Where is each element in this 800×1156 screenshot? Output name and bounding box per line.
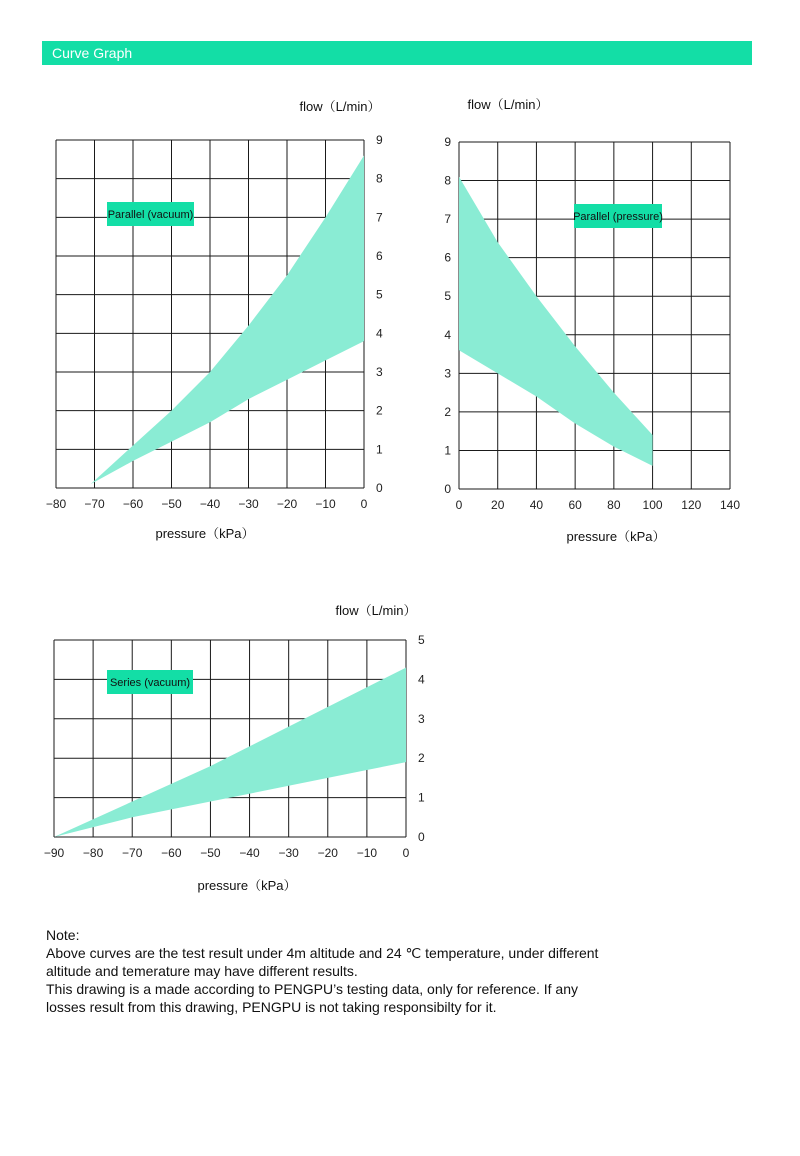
x-tick-label: 120: [681, 498, 702, 512]
y-tick-label: 3: [444, 366, 451, 381]
section-title: Curve Graph: [52, 45, 133, 61]
x-tick-label: −90: [43, 846, 65, 860]
y-tick-label: 0: [418, 830, 425, 844]
note-line: Above curves are the test result under 4m altitude and 24 ℃ temperature, under different: [46, 945, 599, 961]
y-tick-label: 1: [376, 442, 383, 457]
chart-label-text: Series (vacuum): [109, 677, 191, 689]
note-line: losses result from this drawing, PENGPU is not taking responsibilty for it.: [46, 999, 497, 1015]
y-tick-label: 9: [376, 133, 383, 147]
y-tick-label: 5: [418, 633, 425, 647]
y-tick-label: 8: [376, 171, 383, 186]
y-tick-label: 2: [376, 403, 383, 418]
y-tick-label: 1: [444, 443, 451, 458]
y-tick-label: 6: [376, 249, 383, 263]
y-tick-label: 2: [418, 751, 425, 766]
y-axis-title: flow（L/min）: [335, 603, 417, 618]
x-tick-label: −80: [82, 846, 104, 860]
y-tick-label: 7: [444, 212, 451, 227]
x-tick-label: −60: [161, 846, 182, 860]
x-tick-label: −30: [278, 846, 299, 860]
y-tick-label: 4: [418, 672, 425, 687]
y-tick-label: 6: [444, 250, 451, 265]
y-tick-label: 1: [418, 790, 425, 805]
note-block: [46, 926, 666, 1016]
x-tick-label: −50: [161, 497, 182, 511]
y-tick-label: 5: [376, 287, 383, 302]
chart-label-text: Parallel (pressure): [573, 211, 663, 223]
x-tick-label: −50: [200, 846, 221, 860]
x-tick-label: −20: [276, 497, 298, 511]
x-tick-label: −40: [239, 846, 260, 860]
y-tick-label: 3: [418, 711, 425, 726]
y-tick-label: 8: [444, 173, 451, 188]
y-tick-label: 0: [444, 482, 451, 496]
x-tick-label: −10: [315, 497, 336, 511]
flow-band-area: [54, 668, 406, 837]
x-axis-title: pressure（kPa）: [155, 526, 255, 541]
chart-label-text: Parallel (vacuum): [107, 209, 194, 221]
x-tick-label: 0: [360, 497, 368, 511]
x-tick-label: 0: [455, 498, 463, 512]
x-tick-label: 20: [491, 498, 505, 512]
y-tick-label: 4: [376, 326, 383, 341]
x-tick-label: 100: [642, 498, 663, 512]
x-tick-label: 140: [719, 498, 741, 512]
y-tick-label: 3: [376, 365, 383, 379]
x-tick-label: −70: [84, 497, 105, 511]
note-line: altitude and temerature may have different results.: [46, 963, 358, 979]
y-tick-label: 4: [444, 327, 451, 342]
y-tick-label: 2: [444, 404, 451, 419]
x-tick-label: 80: [607, 498, 621, 512]
y-tick-label: 9: [444, 135, 451, 149]
y-tick-label: 7: [376, 210, 383, 225]
y-axis-title: flow（L/min）: [467, 97, 549, 112]
x-axis-title: pressure（kPa）: [566, 529, 666, 544]
note-heading: Note:: [46, 927, 80, 943]
x-tick-label: 40: [529, 498, 544, 512]
x-tick-label: −10: [356, 846, 378, 860]
y-tick-label: 5: [444, 289, 451, 304]
y-tick-label: 0: [376, 481, 383, 495]
x-tick-label: 60: [568, 498, 582, 512]
x-tick-label: −70: [122, 846, 143, 860]
x-tick-label: −30: [238, 497, 259, 511]
y-axis-title: flow（L/min）: [299, 99, 381, 114]
x-tick-label: −80: [45, 497, 67, 511]
x-tick-label: −40: [199, 497, 221, 511]
x-axis-title: pressure（kPa）: [197, 878, 297, 893]
x-tick-label: 0: [402, 846, 410, 860]
x-tick-label: −60: [122, 497, 144, 511]
x-tick-label: −20: [317, 846, 338, 860]
note-line: This drawing is a made according to PENGPU’s testing data, only for reference. If any: [46, 981, 578, 997]
